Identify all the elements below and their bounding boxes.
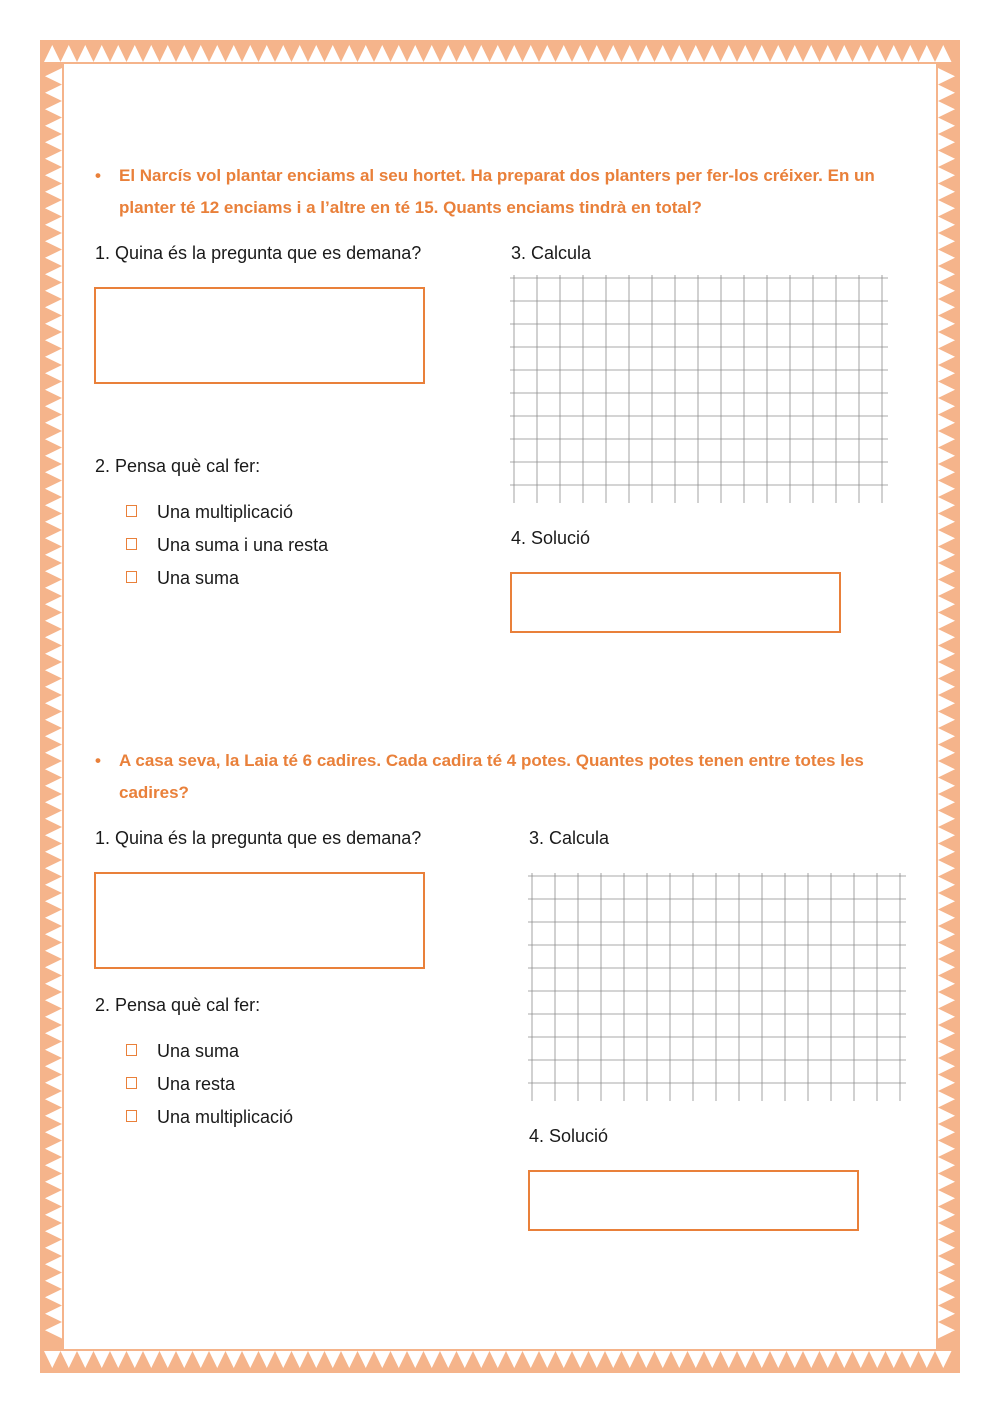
option-item (125, 1039, 239, 1063)
checkbox[interactable] (126, 538, 137, 550)
option-label: Una multiplicació (157, 1107, 294, 1127)
problem-text: A casa seva, la Laia té 6 cadires. Cada cadira té 4 potes. Quantes potes tenen entre totes les cadires? (119, 751, 864, 802)
option-label: Una multiplicació (157, 502, 294, 522)
calculation-grid[interactable] (510, 275, 888, 503)
option-label: Una resta (157, 1074, 236, 1094)
option-label: Una suma (157, 568, 240, 588)
question-answer-box[interactable] (94, 287, 425, 384)
calculation-grid[interactable] (528, 873, 906, 1101)
checkbox[interactable] (126, 1110, 137, 1122)
bullet: • (95, 166, 101, 185)
question-4-label: 4. Solució (511, 528, 591, 548)
option-item (125, 500, 293, 524)
problem-text: El Narcís vol plantar enciams al seu hortet. Ha preparat dos planters per fer-los créixer. En un planter té 12 enciams i a l’altre en té 15. Quants enciams tindrà en total? (119, 166, 875, 217)
solution-answer-box[interactable] (528, 1170, 859, 1231)
question-1-label: 1. Quina és la pregunta que es demana? (95, 243, 422, 263)
question-answer-box[interactable] (94, 872, 425, 969)
bullet: • (95, 751, 101, 770)
option-item (125, 533, 328, 557)
question-4-label: 4. Solució (529, 1126, 609, 1146)
option-item (125, 1072, 235, 1096)
checkbox[interactable] (126, 1044, 137, 1056)
question-2-label: 2. Pensa què cal fer: (95, 456, 261, 476)
option-label: Una suma (157, 1041, 240, 1061)
option-item (125, 566, 239, 590)
question-3-label: 3. Calcula (529, 828, 610, 848)
question-1-label: 1. Quina és la pregunta que es demana? (95, 828, 422, 848)
question-3-label: 3. Calcula (511, 243, 592, 263)
option-label: Una suma i una resta (157, 535, 329, 555)
checkbox[interactable] (126, 1077, 137, 1089)
checkbox[interactable] (126, 505, 137, 517)
question-2-label: 2. Pensa què cal fer: (95, 995, 261, 1015)
option-item (125, 1105, 293, 1129)
solution-answer-box[interactable] (510, 572, 841, 633)
problem-1-statement (95, 160, 910, 224)
problem-2-statement (95, 745, 910, 809)
checkbox[interactable] (126, 571, 137, 583)
